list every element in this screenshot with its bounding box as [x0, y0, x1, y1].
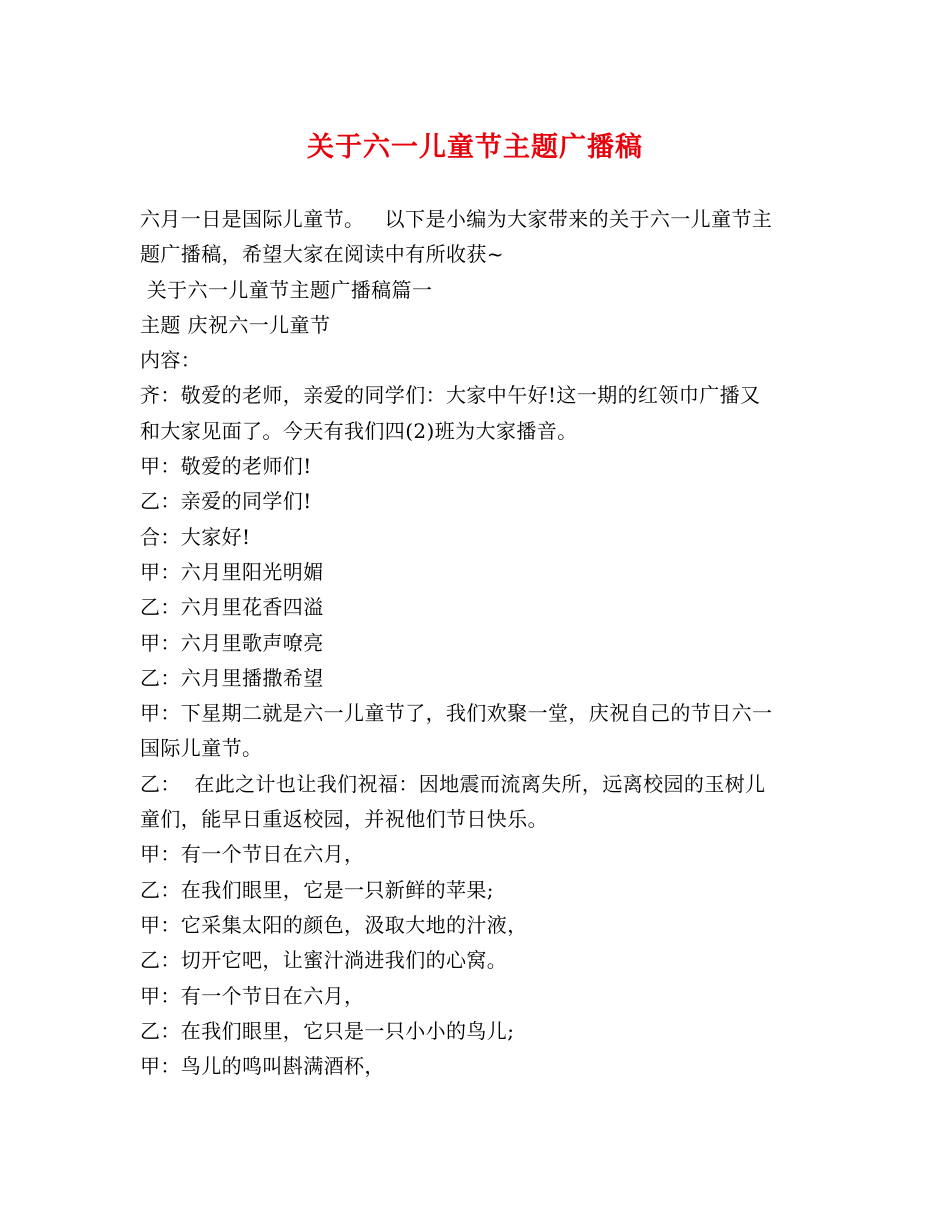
paragraph-line: 甲：有一个节日在六月， [140, 842, 365, 867]
paragraph-line: 六月一日是国际儿童节。 以下是小编为大家带来的关于六一儿童节主 [140, 207, 773, 231]
paragraph-line: 甲：六月里阳光明媚 [140, 559, 324, 584]
paragraph-line: 甲：鸟儿的鸣叫斟满酒杯， [140, 1054, 385, 1079]
paragraph-line: 乙： 在此之计也让我们祝福：因地震而流离失所，远离校园的玉树儿 [140, 771, 766, 796]
paragraph-line: 合：大家好! [140, 524, 251, 549]
paragraph-line: 题广播稿，希望大家在阅读中有所收获~ [140, 242, 504, 267]
document-title: 关于六一儿童节主题广播稿 [307, 132, 643, 163]
paragraph-line: 乙：亲爱的同学们! [140, 489, 312, 514]
section-heading: 关于六一儿童节主题广播稿篇一 [140, 277, 433, 302]
paragraph-line: 乙：在我们眼里，它是一只新鲜的苹果; [140, 877, 494, 902]
document-body [140, 202, 815, 1084]
paragraph-line: 甲：它采集太阳的颜色，汲取大地的汁液， [140, 912, 528, 937]
paragraph-line: 乙：六月里花香四溢 [140, 595, 324, 620]
paragraph-line: 内容： [140, 348, 202, 373]
paragraph-line: 甲：下星期二就是六一儿童节了，我们欢聚一堂，庆祝自己的节日六一 [140, 701, 773, 726]
paragraph-line: 甲：敬爱的老师们! [140, 454, 312, 479]
paragraph-line: 童们，能早日重返校园，并祝他们节日快乐。 [140, 807, 548, 832]
paragraph-line: 甲：有一个节日在六月， [140, 983, 365, 1008]
paragraph-line: 主题 庆祝六一儿童节 [140, 312, 331, 337]
paragraph-line: 甲：六月里歌声嘹亮 [140, 630, 324, 655]
paragraph-line: 和大家见面了。今天有我们四(2)班为大家播音。 [140, 418, 578, 443]
paragraph-line: 齐：敬爱的老师，亲爱的同学们：大家中午好!这一期的红领巾广播又 [140, 383, 761, 408]
paragraph-line: 乙：在我们眼里，它只是一只小小的鸟儿; [140, 1018, 515, 1043]
paragraph-line: 乙：六月里播撒希望 [140, 665, 324, 690]
paragraph-line: 乙：切开它吧，让蜜汁淌进我们的心窝。 [140, 948, 508, 973]
paragraph-line: 国际儿童节。 [140, 736, 263, 761]
